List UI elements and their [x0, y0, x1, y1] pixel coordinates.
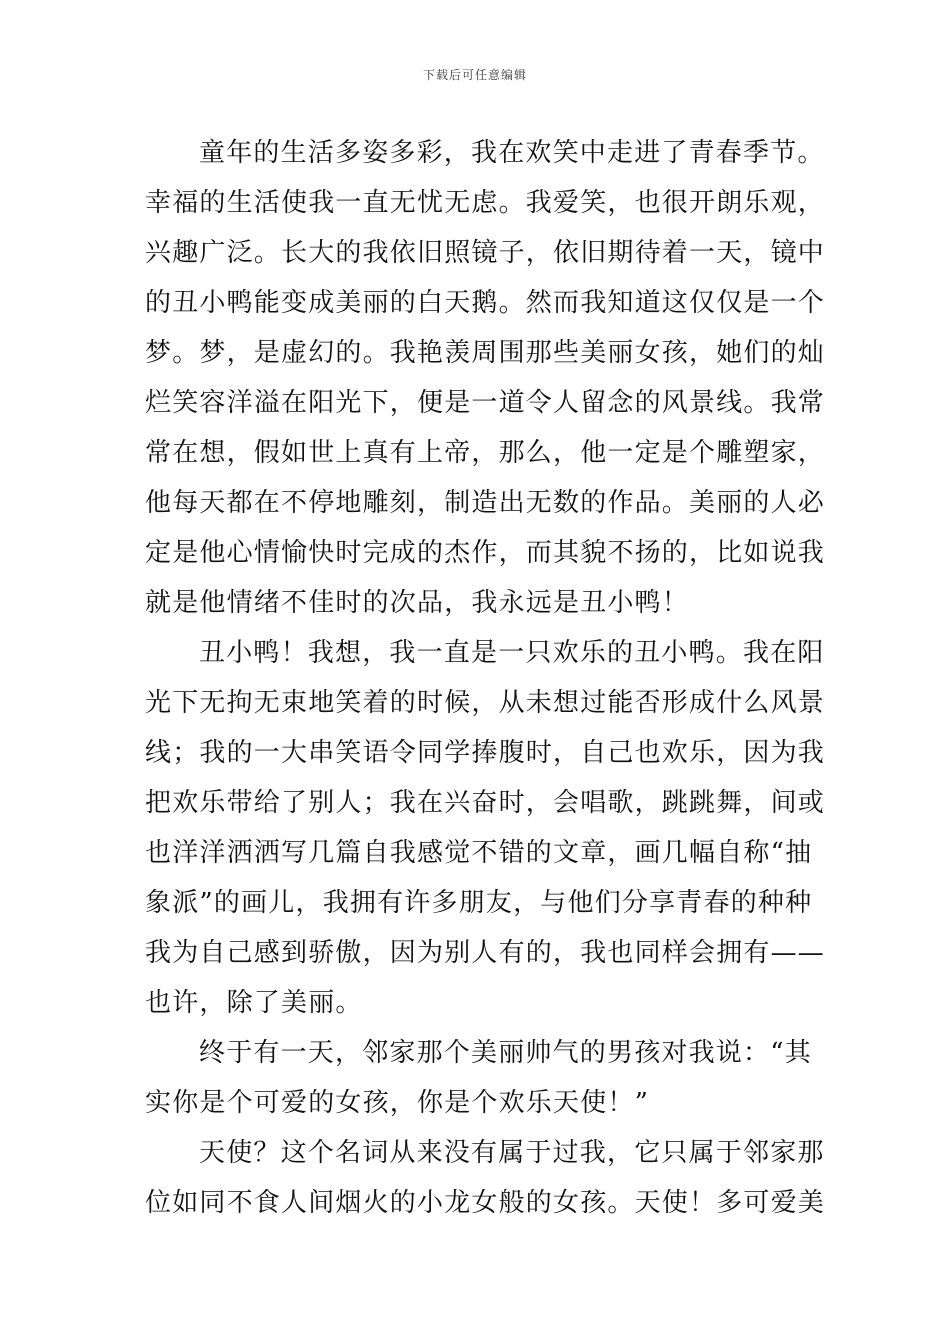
text-line: 的丑小鸭能变成美丽的白天鹅。然而我知道这仅仅是一个: [145, 288, 826, 318]
text-line: 幸福的生活使我一直无忧无虑。我爱笑，也很开朗乐观，: [145, 188, 826, 218]
text-line: 线；我的一大串笑语令同学捧腹时，自己也欢乐，因为我: [145, 738, 826, 768]
text-line: 梦。梦，是虚幻的。我艳羡周围那些美丽女孩，她们的灿: [145, 338, 826, 368]
page-header: 下载后可任意编辑: [422, 68, 527, 82]
text-line: 丑小鸭！我想，我一直是一只欢乐的丑小鸭。我在阳: [199, 638, 825, 668]
text-line: 常在想，假如世上真有上帝，那么，他一定是个雕塑家，: [145, 438, 826, 468]
paragraph-3: [145, 1028, 812, 1128]
text-line: 就是他情绪不佳时的次品，我永远是丑小鸭！: [145, 588, 690, 618]
paragraph-1: [145, 128, 826, 628]
text-line: 兴趣广泛。长大的我依旧照镜子，依旧期待着一天，镜中: [145, 238, 826, 268]
text-line: 童年的生活多姿多彩，我在欢笑中走进了青春季节。: [199, 138, 825, 168]
text-line: 把欢乐带给了别人；我在兴奋时，会唱歌，跳跳舞，间或: [145, 788, 826, 818]
text-line: 我为自己感到骄傲，因为别人有的，我也同样会拥有——: [145, 938, 826, 968]
text-line: 终于有一天，邻家那个美丽帅气的男孩对我说：“其: [199, 1038, 812, 1068]
text-line: 象派”的画儿，我拥有许多朋友，与他们分享青春的种种: [145, 888, 813, 918]
text-line: 定是他心情愉快时完成的杰作，而其貌不扬的，比如说我: [145, 538, 826, 568]
text-line: 也许，除了美丽。: [145, 988, 363, 1018]
text-line: 他每天都在不停地雕刻，制造出无数的作品。美丽的人必: [145, 488, 826, 518]
text-line: 实你是个可爱的女孩，你是个欢乐天使！”: [145, 1088, 650, 1118]
text-line: 也洋洋洒洒写几篇自我感觉不错的文章，画几幅自称“抽: [145, 838, 813, 868]
text-line: 光下无拘无束地笑着的时候，从未想过能否形成什么风景: [145, 688, 826, 718]
text-line: 位如同不食人间烟火的小龙女般的女孩。天使！多可爱美: [145, 1188, 826, 1218]
text-line: 烂笑容洋溢在阳光下，便是一道令人留念的风景线。我常: [145, 388, 826, 418]
document-body: [145, 128, 826, 1228]
text-line: 天使？这个名词从来没有属于过我，它只属于邻家那: [199, 1138, 825, 1168]
paragraph-2: [145, 628, 826, 1028]
paragraph-4: [145, 1128, 826, 1228]
